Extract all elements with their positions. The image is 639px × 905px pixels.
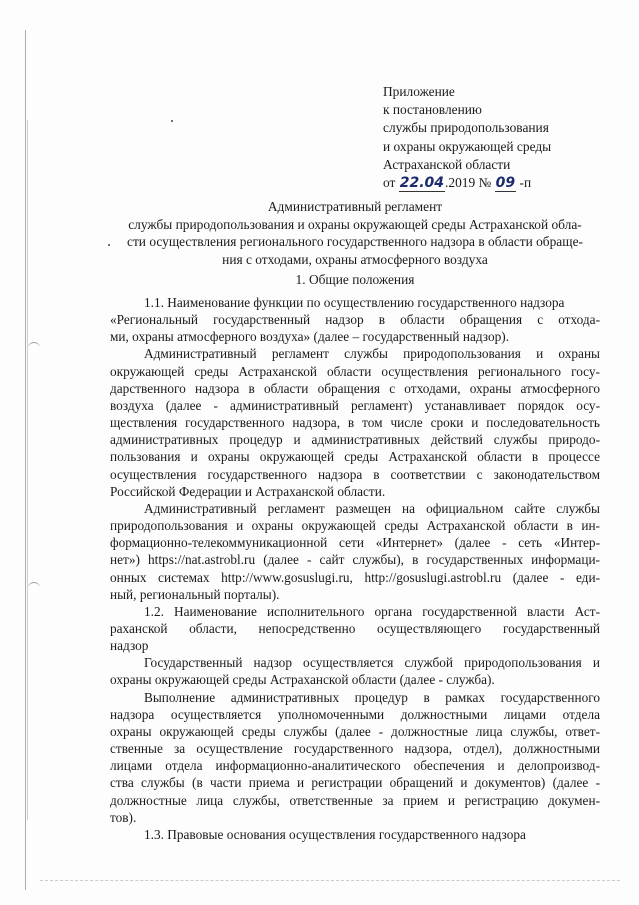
- scan-edge-line: [25, 30, 26, 890]
- body-line: лицами отдела информационно-аналитического обеспечения и делопроизвод-: [110, 758, 600, 774]
- annex-line: и охраны окружающей среды: [383, 138, 552, 154]
- body-line: Выполнение административных процедур в рамках государственного: [144, 689, 600, 705]
- annex-date-prefix: от: [383, 175, 396, 191]
- body-line: ства службы (в части приема и регистрации обращений и документов) (далее -: [110, 775, 600, 791]
- body-line: тов).: [110, 809, 137, 825]
- body-line: ми, охраны атмосферного воздуха» (далее – государственный надзор).: [110, 329, 510, 345]
- body-line: Административный регламент размещен на официальном сайте службы: [144, 500, 600, 516]
- handwritten-number: 09: [495, 175, 516, 192]
- document-title: [100, 198, 610, 268]
- scan-bottom-edge: [40, 880, 620, 881]
- body-line: охраны окружающей среды Астраханской области (далее - служба).: [110, 672, 495, 688]
- annex-line: Приложение: [383, 84, 455, 99]
- body-line: окружающей среды Астраханской области осуществления регионального госу-: [110, 363, 600, 379]
- body-line: онных системах http://www.gosuslugi.ru, http://gosuslugi.astrobl.ru (далее - еди-: [110, 569, 600, 585]
- body-line: Государственный надзор осуществляется службой природопользования и: [144, 655, 600, 671]
- body-line: дарственного надзора в области обращения с отходами, охраны атмосферного: [110, 380, 600, 396]
- annex-block: [383, 83, 623, 192]
- body-line: должностные лица службы, ответственные за прием и регистрацию докумен-: [110, 792, 600, 808]
- annex-date-line: [383, 174, 623, 192]
- body-line: осуществления государственного надзора в соответствии с законодательством: [110, 466, 600, 482]
- body-line: 1.2. Наименование исполнительного органа государственной власти Аст-: [144, 603, 600, 619]
- body-line: охраны окружающей среды службы (далее - должностные лица службы, ответ-: [110, 723, 600, 739]
- title-line: службы природопользования и охраны окружающей среды Астраханской обла-: [128, 216, 582, 232]
- body-line: пользования и охраны окружающей среды Астраханской области в процессе: [110, 449, 600, 465]
- scan-edge-mark: [28, 582, 40, 589]
- body-line: «Региональный государственный надзор в области обращения с отхода-: [110, 312, 600, 328]
- annex-date-year: .2019 №: [445, 175, 492, 191]
- title-line: сти осуществления регионального государственного надзора в области обраще-: [127, 234, 583, 250]
- body-line: ществления государственного надзора, в том числе сроки и последовательность: [110, 415, 600, 431]
- body-line: Российской Федерации и Астраханской области.: [110, 483, 386, 499]
- title-line: ния с отходами, охраны атмосферного воздуха: [222, 251, 488, 267]
- body-line: воздуха (далее - административный регламент) устанавливает порядок осу-: [110, 397, 600, 413]
- body-line: 1.1. Наименование функции по осуществлению государственного надзора: [144, 295, 565, 310]
- section-heading: 1. Общие положения: [295, 272, 415, 287]
- body-line: ственные за осуществление государственного надзора, отдел), должностными: [110, 741, 600, 757]
- body-line: формационно-телекоммуникационной сети «Интернет» (далее - сеть «Интер-: [110, 535, 600, 551]
- scan-edge-line-faint: [27, 120, 28, 820]
- body-line: природопользования и охраны окружающей среды Астраханской области в ин-: [110, 518, 600, 534]
- body-line: 1.3. Правовые основания осуществления государственного надзора: [144, 826, 526, 842]
- body-line: надзор: [110, 638, 149, 654]
- scan-speck: [171, 120, 173, 122]
- body-text: [110, 294, 600, 843]
- handwritten-date: 22.04: [399, 175, 445, 192]
- body-line: нет») https://nat.astrobl.ru (далее - сайт службы), в государственных информаци-: [110, 552, 600, 568]
- annex-line: службы природопользования: [383, 120, 549, 136]
- body-line: Административный регламент службы природопользования и охраны: [144, 346, 600, 362]
- body-line: ный, региональный порталы).: [110, 586, 280, 602]
- title-line: Административный регламент: [267, 199, 443, 214]
- scan-edge-mark: [28, 342, 40, 349]
- annex-line: Астраханской области: [383, 156, 511, 172]
- body-line: раханской области, непосредственно осуществляющего государственный: [110, 620, 600, 636]
- body-line: надзора осуществляется уполномоченными должностными лицами отдела: [110, 706, 600, 722]
- annex-line: к постановлению: [383, 102, 482, 118]
- body-line: административных процедур и административных действий службы природо-: [110, 432, 600, 448]
- annex-number-suffix: -п: [519, 175, 532, 191]
